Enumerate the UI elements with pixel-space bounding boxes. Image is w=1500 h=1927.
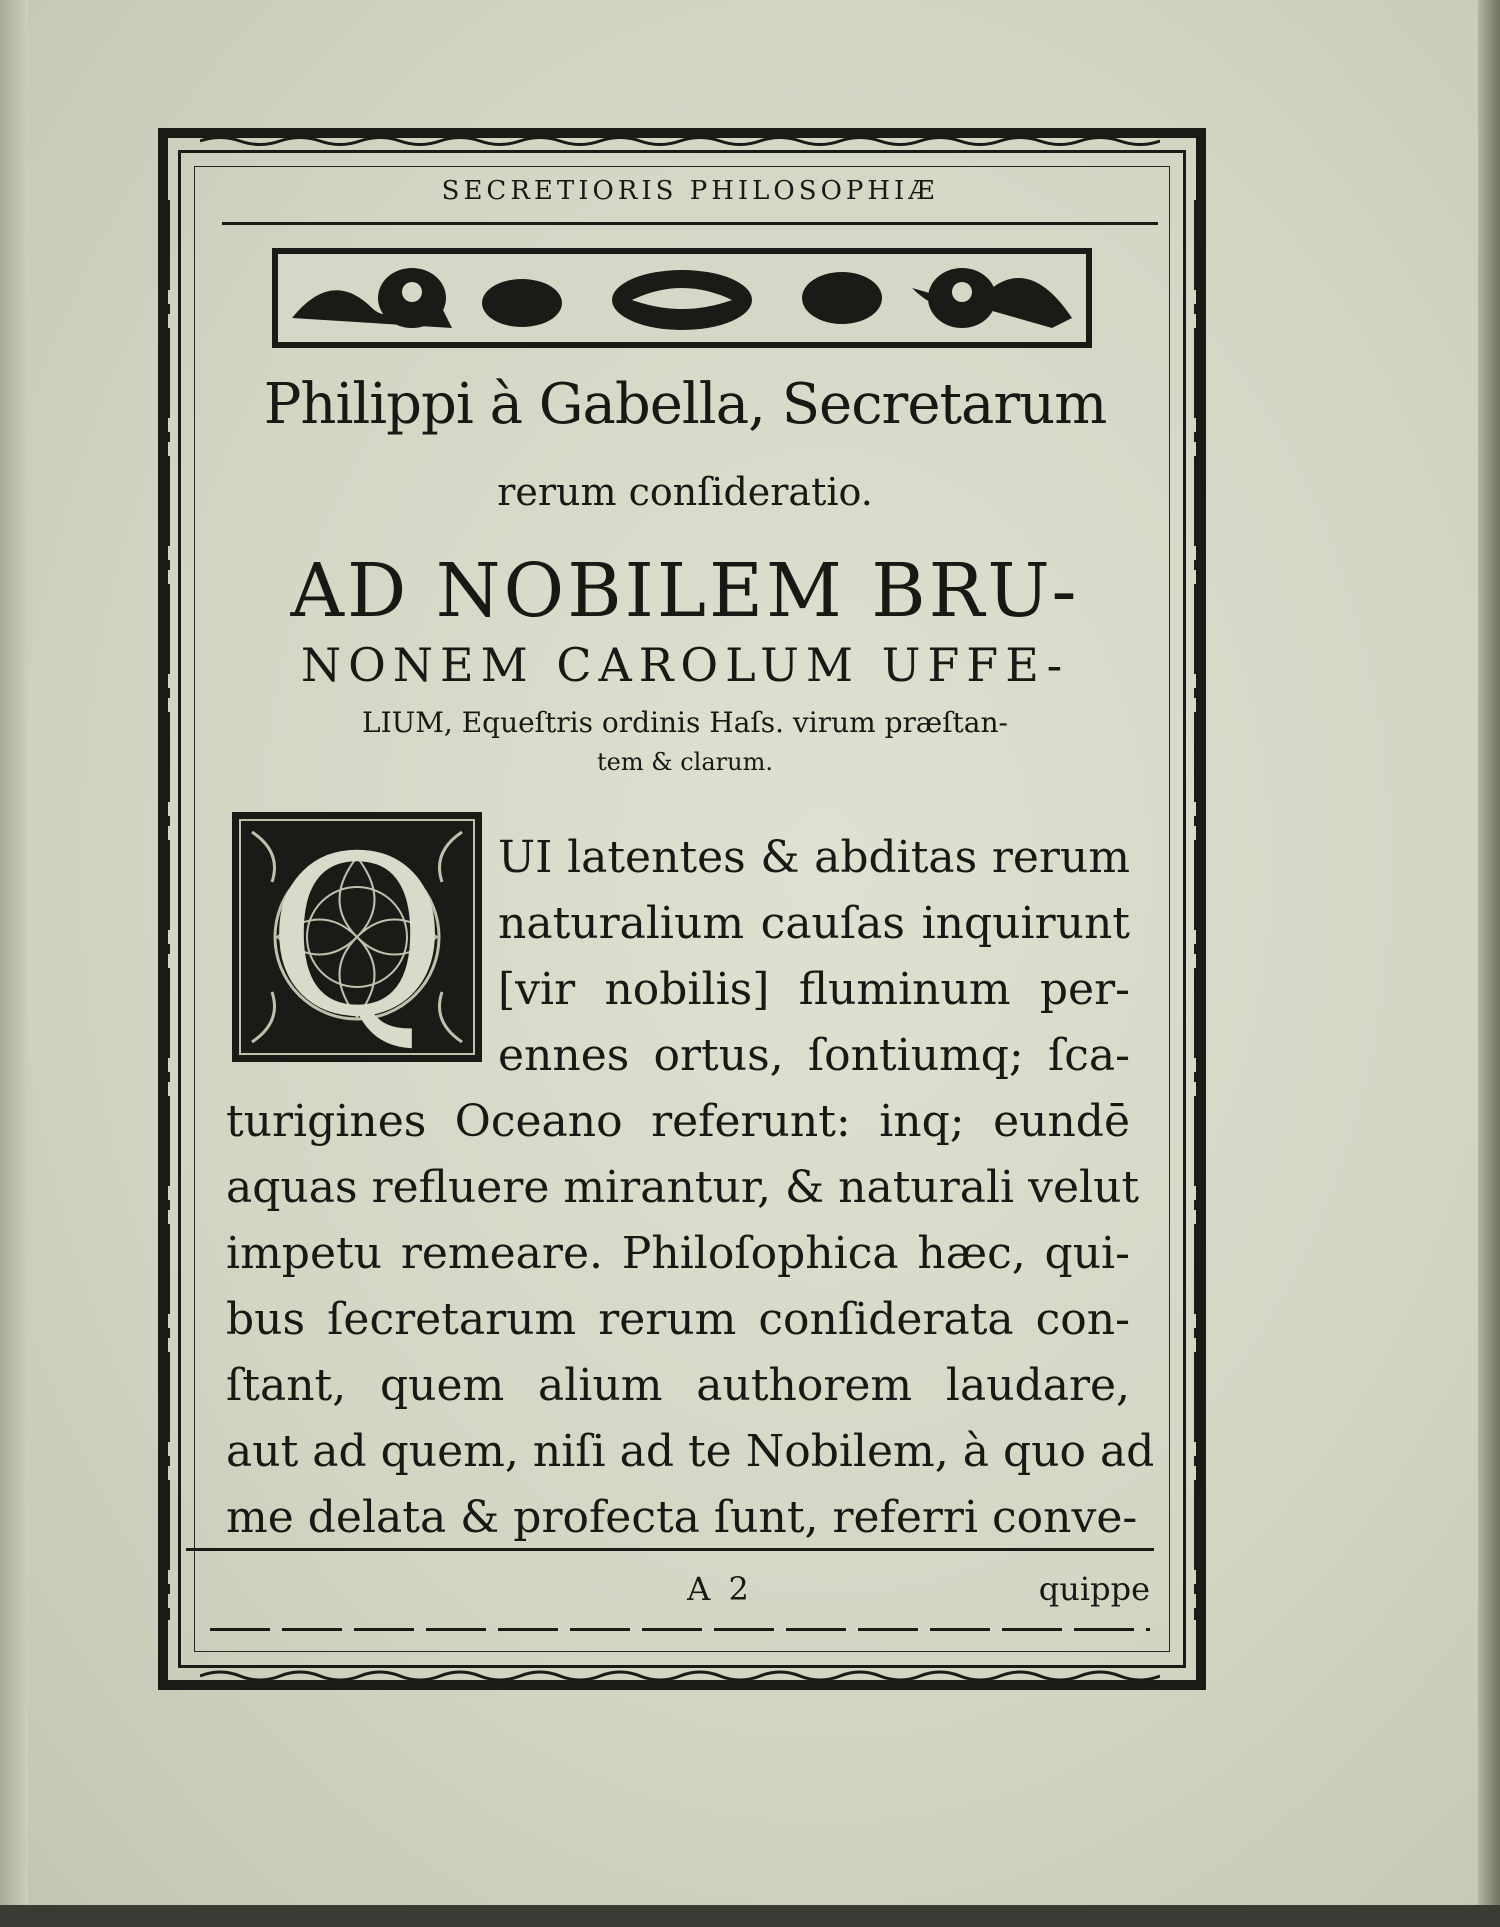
body-line: aut ad quem, niſi ad te Nobilem, à quo ad [226,1426,1155,1477]
running-head: SECRETIORIS PHILOSOPHIÆ [441,176,939,206]
frame-left-ornament [160,200,176,1620]
signature-mark: A 2 [687,1570,753,1608]
catchword: quippe [1038,1570,1150,1608]
foot-dashed-rule [210,1628,1150,1631]
body-line: bus ſecretarum rerum conſiderata con- [226,1294,1130,1345]
frame-top-ornament [200,134,1160,148]
initial-letter: Q [266,809,448,1065]
dedication-line-4: tem & clarum. [597,748,773,776]
foot-rule [186,1548,1154,1551]
decorated-initial [232,809,482,1065]
head-rule [222,222,1158,225]
body-line: UI latentes & abditas rerum [498,832,1130,883]
frame-bottom-ornament [200,1668,1160,1684]
body-line: ennes ortus, ſontiumq; ſca- [498,1030,1130,1081]
page-fore-edge [1478,0,1500,1927]
title-line-2: rerum conſideratio. [497,470,873,514]
dedication-line-2: NONEM CAROLUM UFFE- [300,638,1070,692]
title-line-1: Philippi à Gabella, Secretarum [263,372,1107,437]
body-line: aquas refluere mirantur, & naturali velut [226,1162,1140,1213]
body-line: me delata & profecta ſunt, referri conve- [226,1492,1138,1543]
page-bottom-edge [0,1905,1500,1927]
headpiece-ornament-icon [272,248,1092,348]
frame-right-ornament [1188,200,1204,1620]
page-gutter-edge [0,0,28,1927]
dedication-line-1: AD NOBILEM BRU- [290,548,1080,634]
body-line: turigines Oceano referunt: inq; eundē [226,1096,1130,1147]
body-line: naturalium cauſas inquirunt [498,898,1130,949]
body-line: ſtant, quem alium authorem laudare, [226,1360,1130,1411]
body-line: [vir nobilis] fluminum per- [498,964,1130,1015]
dedication-line-3: LIUM, Equeſtris ordinis Haſs. virum præſtan- [361,706,1008,739]
body-line: impetu remeare. Philoſophica hæc, qui- [226,1228,1130,1279]
